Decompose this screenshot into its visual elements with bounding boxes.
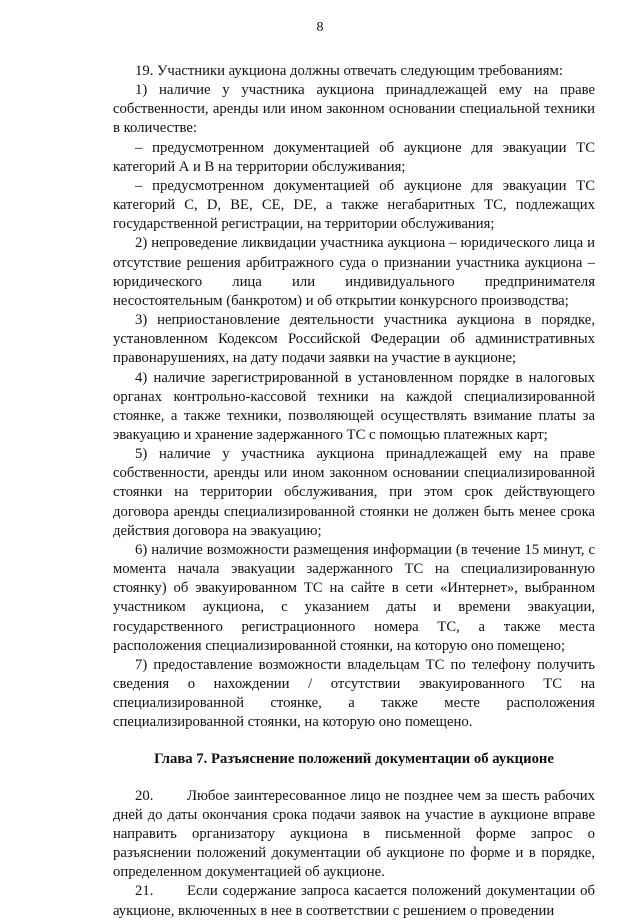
page-number: 8 (316, 20, 324, 35)
requirement-7: 7) предоставление возможности владельцам ТС по телефону получить сведения о нахождении / отсутствии эвакуированного ТС на специализированной стоянке, а также месте расположения специализированной стоянки, на которую оно помещено. (113, 656, 595, 731)
paragraph-19: 19. Участники аукциона должны отвечать следующим требованиям: (135, 63, 563, 79)
paragraph-21 (113, 882, 595, 920)
paragraph-21-text: Если содержание запроса касается положений документации об аукционе, включенных в нее в соответствии с решением о проведении (113, 883, 595, 919)
requirement-1-item-a: – предусмотренном документацией об аукционе для эвакуации ТС категорий А и В на территории обслуживания; (113, 139, 595, 175)
requirement-6: 6) наличие возможности размещения информации (в течение 15 минут, с момента начала эвакуации задержанного ТС на специализированную стоянку) об эвакуированном ТС на сайте в сети «Интернет», выбранном участником аукциона, с указанием даты и времени эвакуации, государственного регистрационного номера ТС, а также места расположения специализированной стоянки, на которую оно помещено; (113, 541, 595, 654)
requirement-1-item-b: – предусмотренном документацией об аукционе для эвакуации ТС категорий С, D, ВЕ, СЕ, DE, а также негабаритных ТС, подлежащих государственной регистрации, на территории обслуживания; (113, 177, 595, 233)
requirement-4: 4) наличие зарегистрированной в установленном порядке в налоговых органах контрольно-кассовой техники на каждой специализированной стоянке, а также техники, позволяющей осуществлять взимание платы за эвакуацию и хранение задержанного ТС с помощью платежных карт; (113, 369, 595, 443)
requirement-2: 2) непроведение ликвидации участника аукциона – юридического лица и отсутствие решения арбитражного суда о признании участника аукциона – юридического лица или индивидуального предпринимателя несостоятельным (банкротом) и об открытии конкурсного производства; (113, 235, 595, 309)
requirement-3: 3) неприостановление деятельности участника аукциона в порядке, установленном Кодексом Российской Федерации об административных правонарушениях, на дату подачи заявки на участие в аукционе; (113, 312, 595, 367)
document-body (113, 62, 595, 921)
requirement-5: 5) наличие у участника аукциона принадлежащей ему на праве собственности, аренды или ином законном основании специализированной стоянки на территории обслуживания, при этом срок действующего договора аренды специализированной стоянки не должен быть менее срока действия договора на эвакуацию; (113, 446, 595, 539)
paragraph-20-text: Любое заинтересованное лицо не позднее чем за шесть рабочих дней до даты окончания срока подачи заявок на участие в аукционе вправе направить организатору аукциона в письменной форме запрос о разъяснении положений документации об аукционе по форме и в порядке, определенном документацией об аукционе. (113, 787, 595, 881)
paragraph-20 (113, 787, 595, 883)
paragraph-21-number: 21. (135, 883, 154, 900)
chapter-heading: Глава 7. Разъяснение положений документации об аукционе (154, 751, 554, 768)
paragraph-20-number: 20. (135, 787, 154, 804)
requirement-1: 1) наличие у участника аукциона принадлежащей ему на праве собственности, аренды или ином законном основании специальной техники в количестве: (113, 82, 595, 137)
